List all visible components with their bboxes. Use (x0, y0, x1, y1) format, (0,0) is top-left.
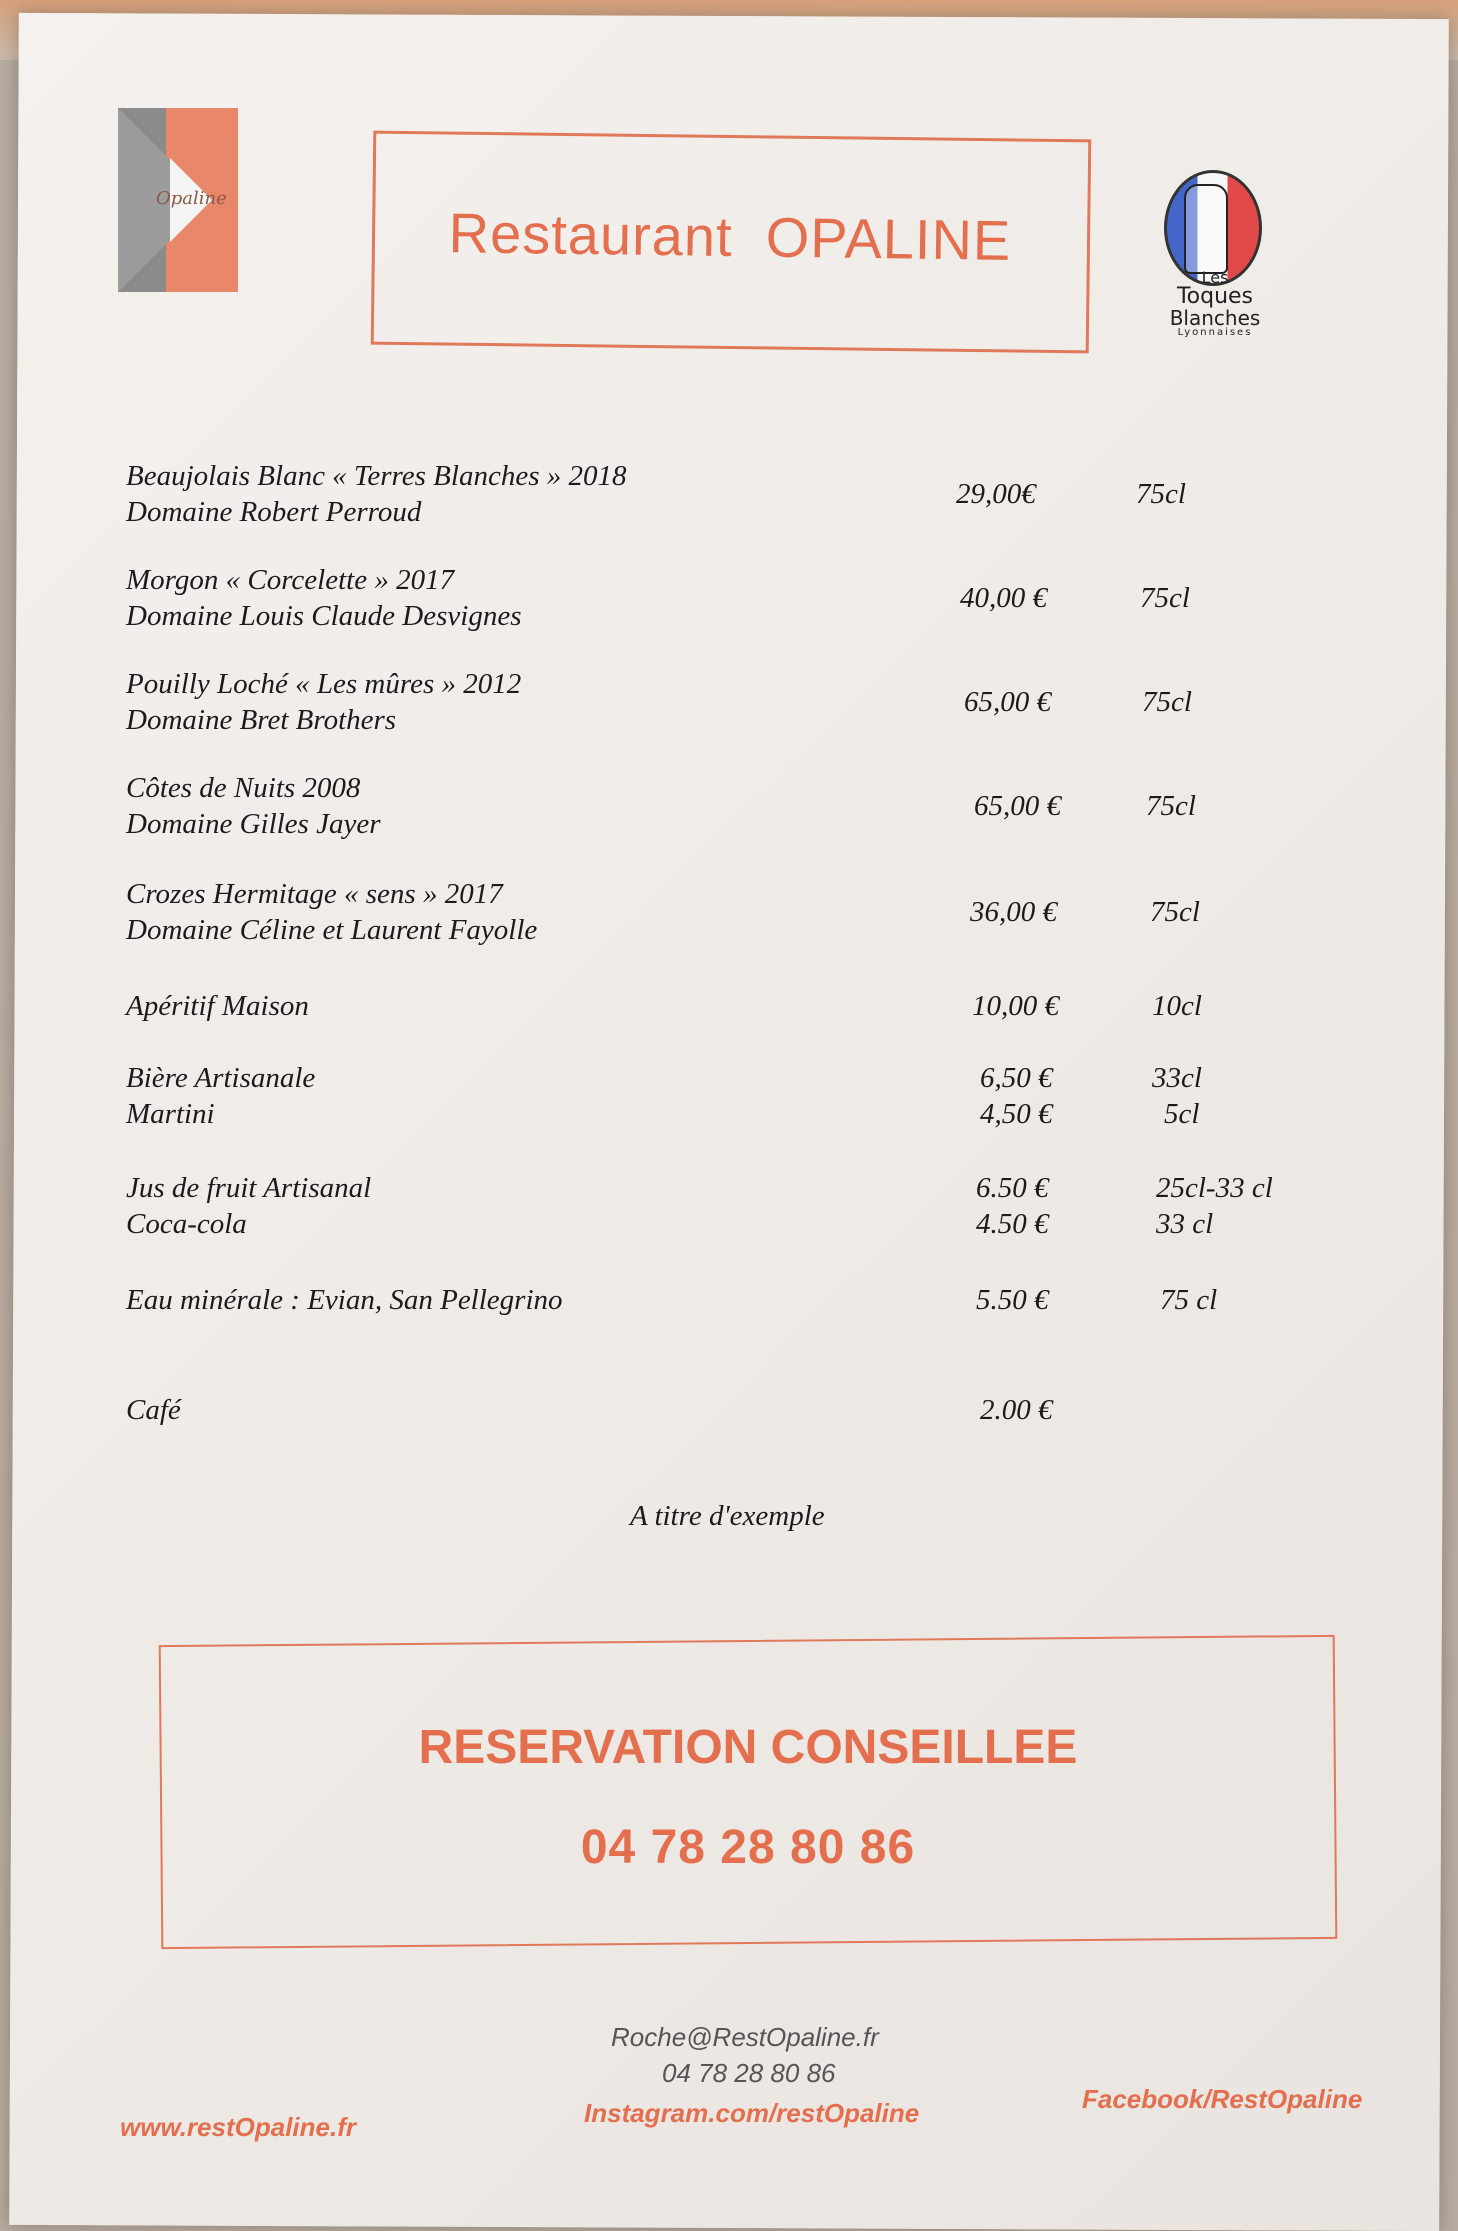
reservation-title: RESERVATION CONSEILLEE (418, 1721, 1078, 1774)
menu-item-volume: 75cl (1146, 790, 1196, 822)
menu-item-volume: 33cl (1152, 1062, 1202, 1094)
menu-item-price: 40,00 € (960, 582, 1047, 614)
page-title: Restaurant OPALINE (448, 201, 1012, 272)
menu-item-name: Morgon « Corcelette » 2017 (126, 564, 455, 596)
menu-item-volume: 10cl (1152, 990, 1202, 1022)
menu-item-subline: Martini (126, 1098, 215, 1130)
badge-text (1150, 270, 1280, 338)
menu-item-price: 2.00 € (980, 1394, 1053, 1426)
menu-item-volume: 25cl-33 cl (1156, 1172, 1273, 1204)
menu-item-name: Beaujolais Blanc « Terres Blanches » 2018 (126, 460, 627, 492)
menu-item-subline: Domaine Gilles Jayer (126, 808, 381, 840)
badge-line: Blanches (1169, 306, 1261, 330)
reservation-frame (159, 1635, 1338, 1949)
chef-figure-icon (1184, 184, 1228, 274)
menu-item-name: Café (126, 1394, 181, 1426)
badge-line: Lyonnaises (1177, 327, 1253, 338)
menu-item-price: 65,00 € (974, 790, 1061, 822)
menu-item-price: 4.50 € (976, 1208, 1049, 1240)
menu-item-name: Eau minérale : Evian, San Pellegrino (126, 1284, 563, 1316)
menu-item-volume: 75 cl (1160, 1284, 1218, 1316)
menu-item-name: Crozes Hermitage « sens » 2017 (126, 878, 503, 910)
menu-item-name: Jus de fruit Artisanal (126, 1172, 372, 1204)
menu-item-price: 6,50 € (980, 1062, 1053, 1094)
footer-facebook-link[interactable]: Facebook/RestOpaline (1082, 2084, 1363, 2114)
opaline-logo (118, 108, 238, 292)
footer-email[interactable]: Roche@RestOpaline.fr (611, 2022, 879, 2052)
menu-item-price: 36,00 € (970, 896, 1057, 928)
footer-website-link[interactable]: www.restOpaline.fr (120, 2112, 356, 2142)
badge-line: Toques (1176, 284, 1254, 309)
menu-item-volume: 75cl (1142, 686, 1192, 718)
menu-item-volume: 75cl (1150, 896, 1200, 928)
menu-item-volume: 75cl (1136, 478, 1186, 510)
menu-item-subline: Domaine Louis Claude Desvignes (126, 600, 522, 632)
footer-instagram-link[interactable]: Instagram.com/restOpaline (584, 2098, 920, 2128)
menu-item-price: 4,50 € (980, 1098, 1053, 1130)
menu-item-price: 65,00 € (964, 686, 1051, 718)
footer-phone[interactable]: 04 78 28 80 86 (662, 2058, 836, 2088)
menu-item-price: 29,00€ (956, 478, 1036, 510)
menu-item-volume: 5cl (1164, 1098, 1200, 1130)
menu-item-name: Apéritif Maison (126, 990, 309, 1022)
badge-line: Les (1201, 268, 1229, 287)
menu-item-subline: Domaine Robert Perroud (126, 496, 422, 528)
menu-item-subline: Domaine Bret Brothers (126, 704, 397, 736)
logo-wordmark: Opaline (156, 188, 227, 209)
menu-item-price: 10,00 € (972, 990, 1059, 1022)
menu-item-price: 6.50 € (976, 1172, 1049, 1204)
menu-item-subline: Coca-cola (126, 1208, 247, 1240)
menu-item-volume: 33 cl (1156, 1208, 1214, 1240)
reservation-phone[interactable]: 04 78 28 80 86 (580, 1821, 916, 1874)
menu-item-name: Pouilly Loché « Les mûres » 2012 (126, 668, 522, 700)
menu-item-subline: Domaine Céline et Laurent Fayolle (126, 914, 538, 946)
menu-item-name: Côtes de Nuits 2008 (126, 772, 361, 804)
menu-item-price: 5.50 € (976, 1284, 1049, 1316)
example-note: A titre d'exemple (630, 1500, 825, 1532)
menu-item-name: Bière Artisanale (126, 1062, 316, 1094)
menu-item-volume: 75cl (1140, 582, 1190, 614)
toques-blanches-badge (1150, 170, 1280, 340)
